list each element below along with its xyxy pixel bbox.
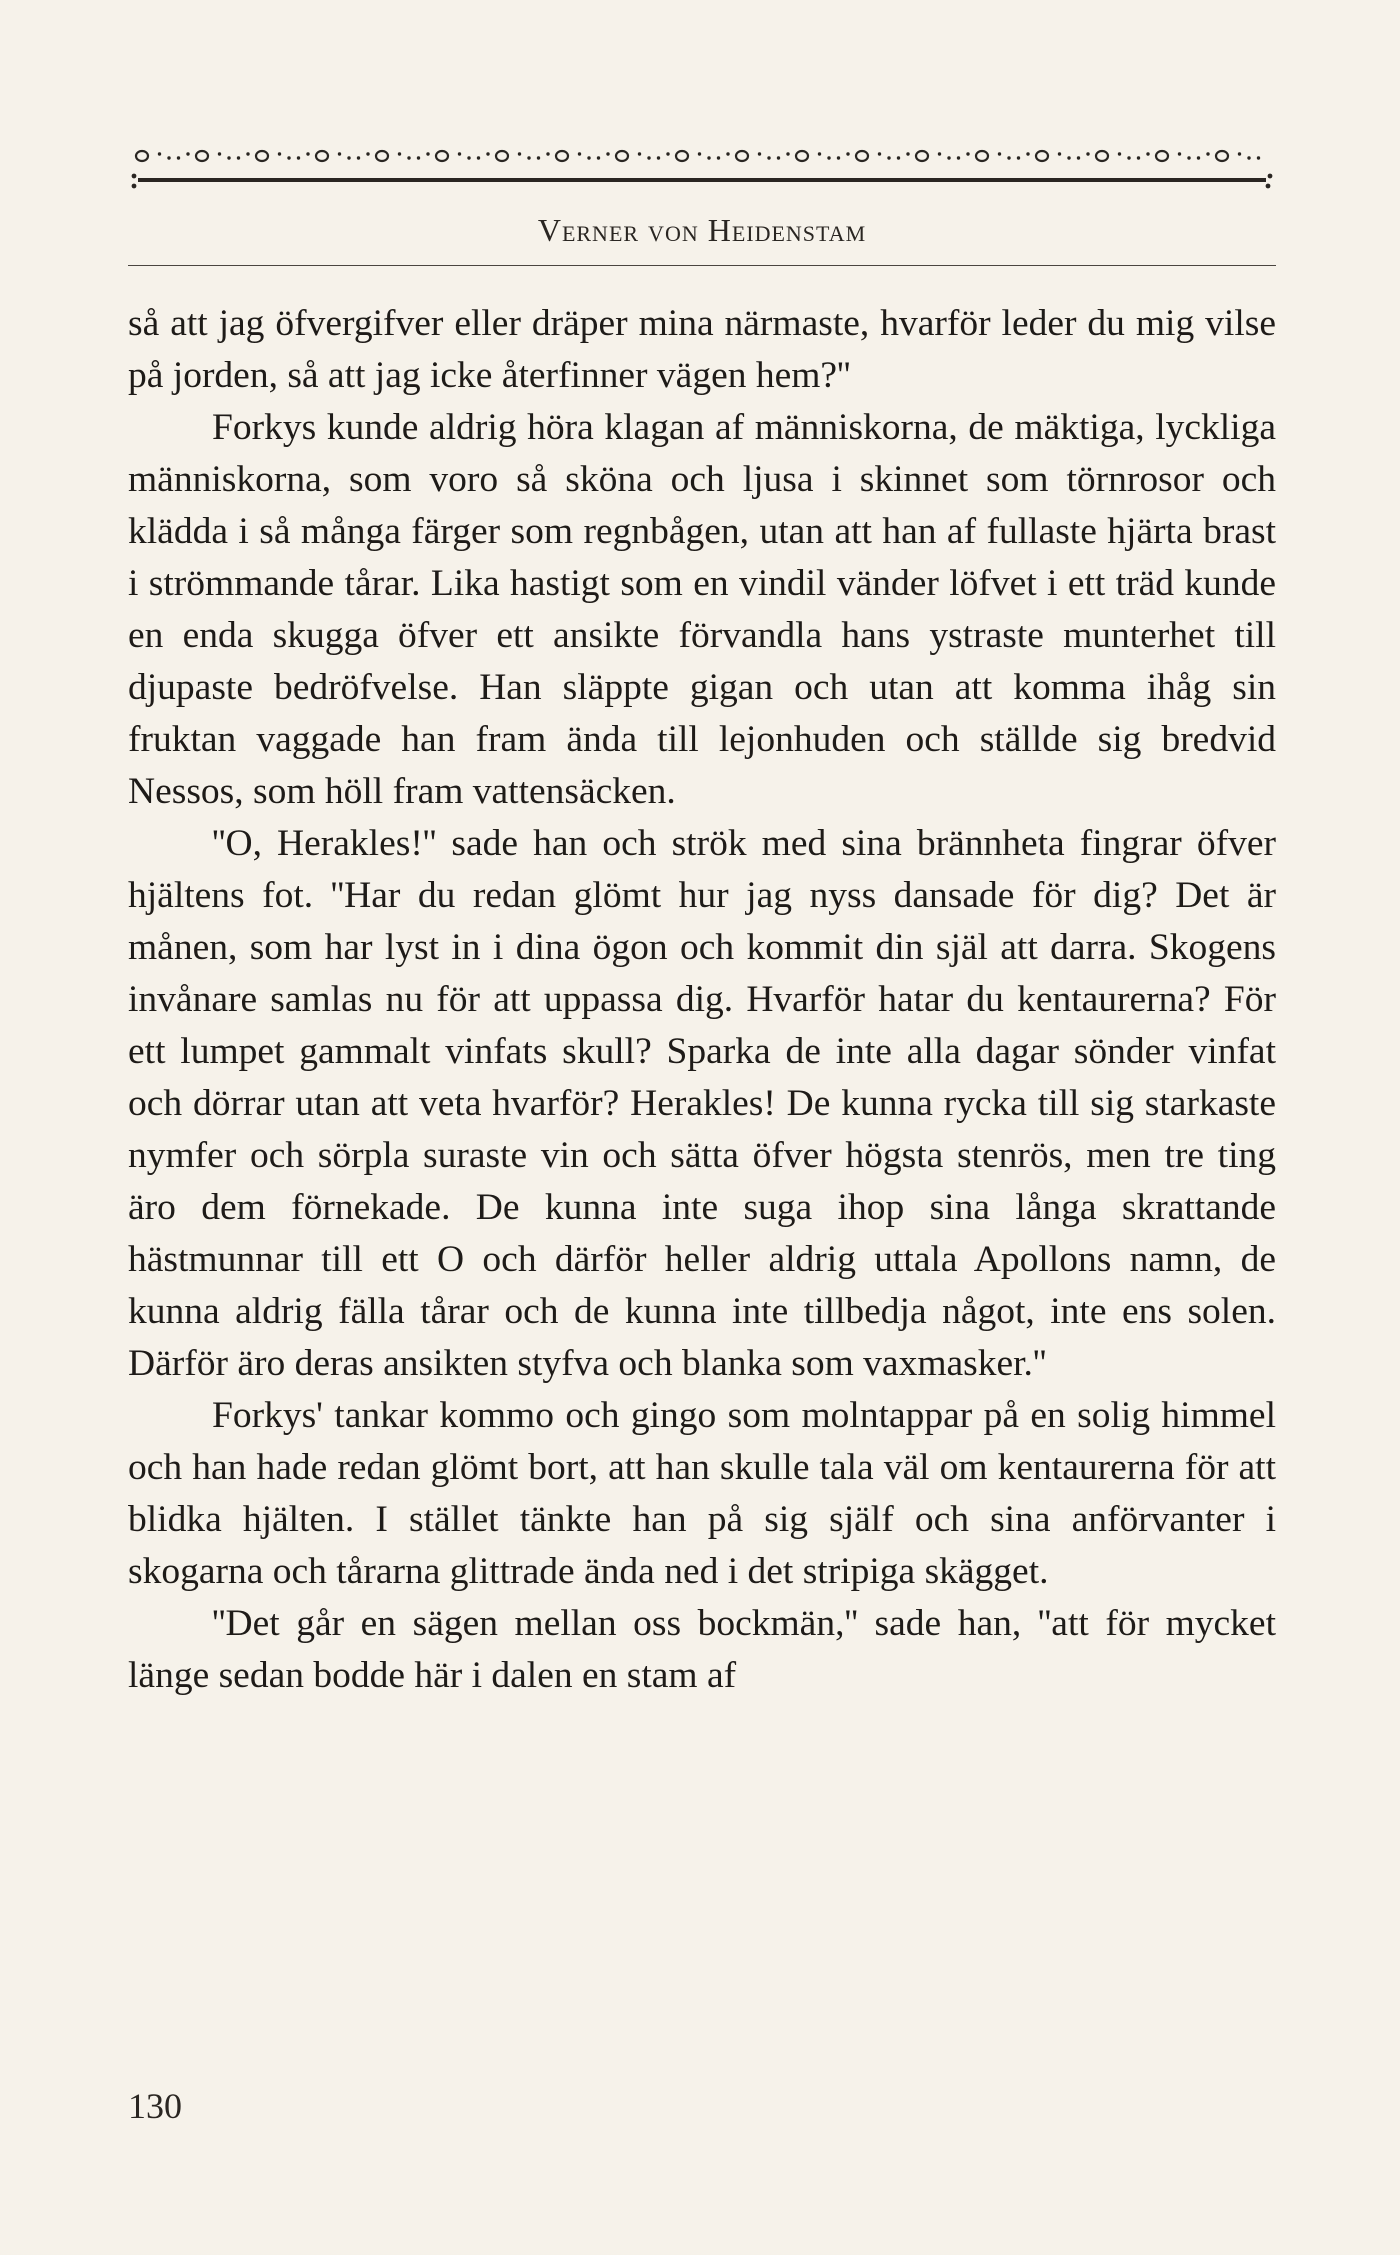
- decorative-border-ornament: [128, 132, 1276, 202]
- paragraph-1: så att jag öfvergifver eller dräper mina närmaste, hvarför leder du mig vilse på jorden, så att jag icke återfinner vägen hem?'': [128, 303, 1276, 396]
- paragraph-5: ''Det går en sägen mellan oss bockmän,'' sade han, ''att för mycket länge sedan bodde här i dalen en stam af: [128, 1603, 1276, 1696]
- header-rule: [128, 265, 1276, 266]
- paragraph-2: Forkys kunde aldrig höra klagan af människorna, de mäktiga, lyckliga människorna, som voro så sköna och ljusa i skinnet som törnrosor och klädda i så många färger som regnbågen, utan att han af fullaste hjärta brast i strömmande tårar. Lika hastigt som en vindil vänder löfvet i ett träd kunde en enda skugga öfver ett ansikte förvandla hans ystraste munterhet till djupaste bedröfvelse. Han släppte gigan och utan att komma ihåg sin fruktan vaggade han fram ända till lejonhuden och ställde sig bredvid Nessos, som höll fram vattensäcken.: [128, 407, 1276, 812]
- paragraph-4: Forkys' tankar kommo och gingo som molntappar på en solig himmel och han hade redan glömt bort, att han skulle tala väl om kentaurerna för att blidka hjälten. I stället tänkte han på sig själf och sina anförvanter i skogarna och tårarna glittrade ända ned i det stripiga skägget.: [128, 1395, 1276, 1592]
- running-head: Verner von Heidenstam: [537, 212, 867, 248]
- page-number: 130: [128, 2086, 182, 2126]
- body-text: [128, 298, 1276, 1702]
- paragraph-3: ''O, Herakles!'' sade han och strök med sina brännheta fingrar öfver hjältens fot. ''Har du redan glömt hur jag nyss dansade för dig? Det är månen, som har lyst in i dina ögon och kommit din själ att darra. Skogens invånare samlas nu för att uppassa dig. Hvarför hatar du kentaurerna? För ett lumpet gammalt vinfats skull? Sparka de inte alla dagar sönder vinfat och dörrar utan att veta hvarför? Herakles! De kunna rycka till sig starkaste nymfer och sörpla suraste vin och sätta öfver högsta stenrös, men tre ting äro dem förnekade. De kunna inte suga ihop sina långa skrattande hästmunnar till ett O och därför heller aldrig uttala Apollons namn, de kunna aldrig fälla tårar och de kunna inte tillbedja något, inte ens solen. Därför äro deras ansikten styfva och blanka som vaxmasker.'': [128, 823, 1276, 1384]
